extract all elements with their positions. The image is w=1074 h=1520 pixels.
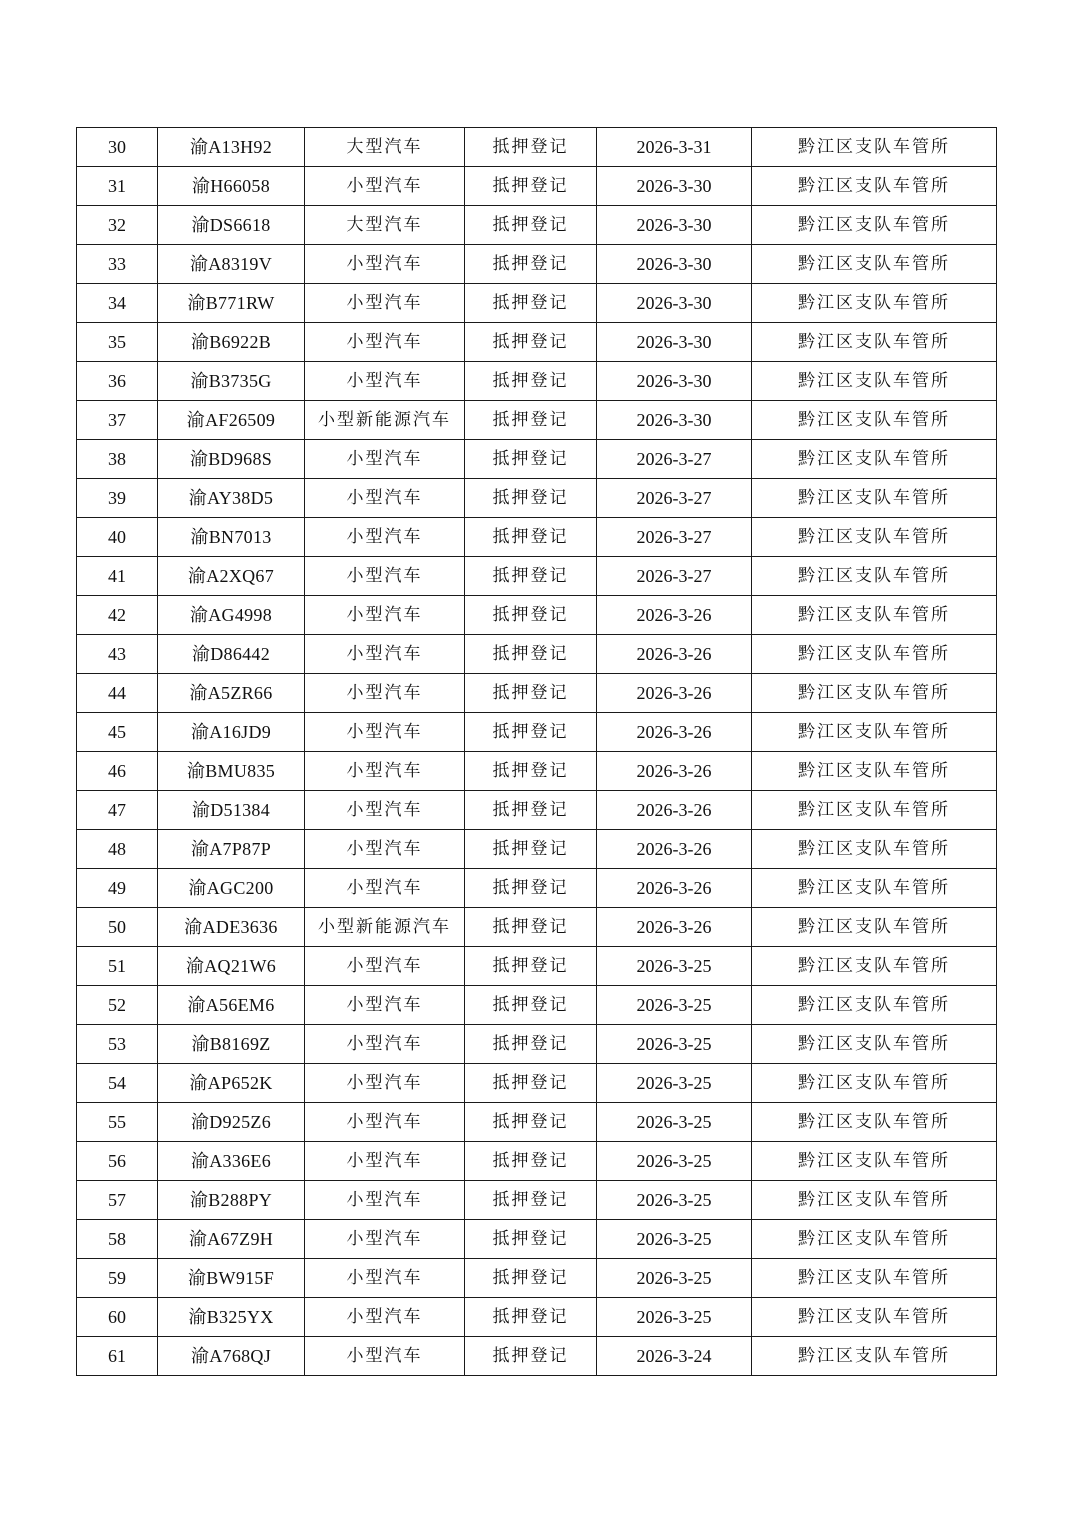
office-cell: 黔江区支队车管所 (752, 518, 997, 557)
office-cell: 黔江区支队车管所 (752, 167, 997, 206)
date-cell: 2026-3-24 (597, 1337, 752, 1376)
vehicle-type-cell: 小型汽车 (305, 752, 465, 791)
office-cell: 黔江区支队车管所 (752, 908, 997, 947)
business-type-cell: 抵押登记 (465, 752, 597, 791)
office-cell: 黔江区支队车管所 (752, 1298, 997, 1337)
plate-number-cell: 渝A5ZR66 (158, 674, 305, 713)
date-cell: 2026-3-26 (597, 869, 752, 908)
vehicle-type-cell: 小型汽车 (305, 674, 465, 713)
row-number-cell: 35 (77, 323, 158, 362)
vehicle-type-cell: 小型汽车 (305, 1220, 465, 1259)
business-type-cell: 抵押登记 (465, 791, 597, 830)
row-number-cell: 38 (77, 440, 158, 479)
vehicle-type-cell: 小型汽车 (305, 1103, 465, 1142)
business-type-cell: 抵押登记 (465, 635, 597, 674)
office-cell: 黔江区支队车管所 (752, 206, 997, 245)
office-cell: 黔江区支队车管所 (752, 713, 997, 752)
office-cell: 黔江区支队车管所 (752, 869, 997, 908)
table-row (77, 791, 997, 830)
business-type-cell: 抵押登记 (465, 479, 597, 518)
vehicle-type-cell: 小型汽车 (305, 1064, 465, 1103)
table-row (77, 1181, 997, 1220)
business-type-cell: 抵押登记 (465, 167, 597, 206)
office-cell: 黔江区支队车管所 (752, 635, 997, 674)
row-number-cell: 51 (77, 947, 158, 986)
vehicle-type-cell: 小型汽车 (305, 284, 465, 323)
office-cell: 黔江区支队车管所 (752, 1220, 997, 1259)
row-number-cell: 56 (77, 1142, 158, 1181)
table-row (77, 518, 997, 557)
row-number-cell: 32 (77, 206, 158, 245)
vehicle-type-cell: 小型汽车 (305, 440, 465, 479)
plate-number-cell: 渝BD968S (158, 440, 305, 479)
plate-number-cell: 渝A56EM6 (158, 986, 305, 1025)
row-number-cell: 61 (77, 1337, 158, 1376)
table-row (77, 284, 997, 323)
row-number-cell: 54 (77, 1064, 158, 1103)
plate-number-cell: 渝A7P87P (158, 830, 305, 869)
row-number-cell: 45 (77, 713, 158, 752)
row-number-cell: 41 (77, 557, 158, 596)
vehicle-type-cell: 小型汽车 (305, 245, 465, 284)
row-number-cell: 37 (77, 401, 158, 440)
date-cell: 2026-3-31 (597, 128, 752, 167)
table-row (77, 830, 997, 869)
date-cell: 2026-3-25 (597, 1181, 752, 1220)
table-row (77, 206, 997, 245)
vehicle-type-cell: 小型汽车 (305, 791, 465, 830)
date-cell: 2026-3-30 (597, 167, 752, 206)
plate-number-cell: 渝A13H92 (158, 128, 305, 167)
row-number-cell: 34 (77, 284, 158, 323)
office-cell: 黔江区支队车管所 (752, 1337, 997, 1376)
date-cell: 2026-3-26 (597, 791, 752, 830)
row-number-cell: 58 (77, 1220, 158, 1259)
business-type-cell: 抵押登记 (465, 1181, 597, 1220)
plate-number-cell: 渝B3735G (158, 362, 305, 401)
business-type-cell: 抵押登记 (465, 830, 597, 869)
office-cell: 黔江区支队车管所 (752, 440, 997, 479)
date-cell: 2026-3-26 (597, 908, 752, 947)
vehicle-type-cell: 小型汽车 (305, 596, 465, 635)
plate-number-cell: 渝ADE3636 (158, 908, 305, 947)
row-number-cell: 39 (77, 479, 158, 518)
date-cell: 2026-3-26 (597, 752, 752, 791)
office-cell: 黔江区支队车管所 (752, 1181, 997, 1220)
plate-number-cell: 渝H66058 (158, 167, 305, 206)
row-number-cell: 50 (77, 908, 158, 947)
vehicle-type-cell: 小型汽车 (305, 323, 465, 362)
business-type-cell: 抵押登记 (465, 713, 597, 752)
plate-number-cell: 渝A768QJ (158, 1337, 305, 1376)
table-row (77, 362, 997, 401)
date-cell: 2026-3-30 (597, 284, 752, 323)
business-type-cell: 抵押登记 (465, 1064, 597, 1103)
office-cell: 黔江区支队车管所 (752, 245, 997, 284)
vehicle-type-cell: 小型汽车 (305, 518, 465, 557)
date-cell: 2026-3-30 (597, 245, 752, 284)
office-cell: 黔江区支队车管所 (752, 1103, 997, 1142)
office-cell: 黔江区支队车管所 (752, 752, 997, 791)
plate-number-cell: 渝B6922B (158, 323, 305, 362)
plate-number-cell: 渝A2XQ67 (158, 557, 305, 596)
business-type-cell: 抵押登记 (465, 323, 597, 362)
plate-number-cell: 渝BMU835 (158, 752, 305, 791)
business-type-cell: 抵押登记 (465, 362, 597, 401)
table-row (77, 1103, 997, 1142)
date-cell: 2026-3-25 (597, 947, 752, 986)
office-cell: 黔江区支队车管所 (752, 128, 997, 167)
business-type-cell: 抵押登记 (465, 1142, 597, 1181)
plate-number-cell: 渝B8169Z (158, 1025, 305, 1064)
date-cell: 2026-3-27 (597, 479, 752, 518)
row-number-cell: 48 (77, 830, 158, 869)
business-type-cell: 抵押登记 (465, 947, 597, 986)
table-row (77, 440, 997, 479)
date-cell: 2026-3-25 (597, 1103, 752, 1142)
row-number-cell: 36 (77, 362, 158, 401)
records-table-body (77, 128, 997, 1376)
row-number-cell: 46 (77, 752, 158, 791)
office-cell: 黔江区支队车管所 (752, 986, 997, 1025)
table-row (77, 167, 997, 206)
office-cell: 黔江区支队车管所 (752, 479, 997, 518)
table-row (77, 713, 997, 752)
row-number-cell: 53 (77, 1025, 158, 1064)
date-cell: 2026-3-25 (597, 1025, 752, 1064)
office-cell: 黔江区支队车管所 (752, 1064, 997, 1103)
plate-number-cell: 渝DS6618 (158, 206, 305, 245)
row-number-cell: 47 (77, 791, 158, 830)
vehicle-type-cell: 小型汽车 (305, 947, 465, 986)
business-type-cell: 抵押登记 (465, 518, 597, 557)
office-cell: 黔江区支队车管所 (752, 362, 997, 401)
date-cell: 2026-3-30 (597, 323, 752, 362)
business-type-cell: 抵押登记 (465, 1337, 597, 1376)
vehicle-type-cell: 小型汽车 (305, 1298, 465, 1337)
date-cell: 2026-3-25 (597, 1064, 752, 1103)
office-cell: 黔江区支队车管所 (752, 1259, 997, 1298)
table-row (77, 1337, 997, 1376)
office-cell: 黔江区支队车管所 (752, 1142, 997, 1181)
date-cell: 2026-3-26 (597, 635, 752, 674)
table-row (77, 869, 997, 908)
office-cell: 黔江区支队车管所 (752, 401, 997, 440)
plate-number-cell: 渝B325YX (158, 1298, 305, 1337)
date-cell: 2026-3-27 (597, 440, 752, 479)
table-row (77, 908, 997, 947)
business-type-cell: 抵押登记 (465, 440, 597, 479)
plate-number-cell: 渝B771RW (158, 284, 305, 323)
table-row (77, 1298, 997, 1337)
row-number-cell: 40 (77, 518, 158, 557)
vehicle-type-cell: 小型新能源汽车 (305, 908, 465, 947)
vehicle-type-cell: 小型汽车 (305, 362, 465, 401)
office-cell: 黔江区支队车管所 (752, 596, 997, 635)
plate-number-cell: 渝AQ21W6 (158, 947, 305, 986)
table-row (77, 635, 997, 674)
plate-number-cell: 渝A336E6 (158, 1142, 305, 1181)
plate-number-cell: 渝AGC200 (158, 869, 305, 908)
row-number-cell: 57 (77, 1181, 158, 1220)
business-type-cell: 抵押登记 (465, 284, 597, 323)
vehicle-type-cell: 小型汽车 (305, 713, 465, 752)
vehicle-type-cell: 小型汽车 (305, 1337, 465, 1376)
plate-number-cell: 渝BN7013 (158, 518, 305, 557)
row-number-cell: 59 (77, 1259, 158, 1298)
row-number-cell: 31 (77, 167, 158, 206)
date-cell: 2026-3-27 (597, 518, 752, 557)
office-cell: 黔江区支队车管所 (752, 284, 997, 323)
vehicle-type-cell: 小型汽车 (305, 869, 465, 908)
business-type-cell: 抵押登记 (465, 128, 597, 167)
date-cell: 2026-3-25 (597, 986, 752, 1025)
business-type-cell: 抵押登记 (465, 1298, 597, 1337)
plate-number-cell: 渝A67Z9H (158, 1220, 305, 1259)
vehicle-type-cell: 小型汽车 (305, 635, 465, 674)
business-type-cell: 抵押登记 (465, 1025, 597, 1064)
row-number-cell: 52 (77, 986, 158, 1025)
office-cell: 黔江区支队车管所 (752, 947, 997, 986)
table-row (77, 1220, 997, 1259)
table-row (77, 245, 997, 284)
date-cell: 2026-3-26 (597, 596, 752, 635)
business-type-cell: 抵押登记 (465, 401, 597, 440)
business-type-cell: 抵押登记 (465, 986, 597, 1025)
vehicle-type-cell: 小型汽车 (305, 1181, 465, 1220)
table-row (77, 674, 997, 713)
vehicle-type-cell: 小型汽车 (305, 1025, 465, 1064)
business-type-cell: 抵押登记 (465, 869, 597, 908)
office-cell: 黔江区支队车管所 (752, 830, 997, 869)
business-type-cell: 抵押登记 (465, 1259, 597, 1298)
vehicle-type-cell: 小型汽车 (305, 167, 465, 206)
table-row (77, 986, 997, 1025)
business-type-cell: 抵押登记 (465, 245, 597, 284)
date-cell: 2026-3-25 (597, 1220, 752, 1259)
office-cell: 黔江区支队车管所 (752, 791, 997, 830)
records-table (76, 127, 997, 1376)
date-cell: 2026-3-25 (597, 1142, 752, 1181)
date-cell: 2026-3-26 (597, 830, 752, 869)
table-row (77, 752, 997, 791)
plate-number-cell: 渝A8319V (158, 245, 305, 284)
table-row (77, 1142, 997, 1181)
business-type-cell: 抵押登记 (465, 206, 597, 245)
table-row (77, 596, 997, 635)
business-type-cell: 抵押登记 (465, 1103, 597, 1142)
table-row (77, 947, 997, 986)
vehicle-type-cell: 大型汽车 (305, 206, 465, 245)
vehicle-type-cell: 小型汽车 (305, 986, 465, 1025)
business-type-cell: 抵押登记 (465, 674, 597, 713)
table-row (77, 401, 997, 440)
business-type-cell: 抵押登记 (465, 596, 597, 635)
vehicle-type-cell: 小型汽车 (305, 557, 465, 596)
date-cell: 2026-3-30 (597, 362, 752, 401)
table-row (77, 479, 997, 518)
row-number-cell: 49 (77, 869, 158, 908)
date-cell: 2026-3-25 (597, 1259, 752, 1298)
plate-number-cell: 渝D925Z6 (158, 1103, 305, 1142)
office-cell: 黔江区支队车管所 (752, 323, 997, 362)
vehicle-type-cell: 小型汽车 (305, 1259, 465, 1298)
office-cell: 黔江区支队车管所 (752, 1025, 997, 1064)
row-number-cell: 55 (77, 1103, 158, 1142)
plate-number-cell: 渝B288PY (158, 1181, 305, 1220)
vehicle-type-cell: 大型汽车 (305, 128, 465, 167)
row-number-cell: 60 (77, 1298, 158, 1337)
date-cell: 2026-3-30 (597, 401, 752, 440)
business-type-cell: 抵押登记 (465, 557, 597, 596)
row-number-cell: 33 (77, 245, 158, 284)
date-cell: 2026-3-25 (597, 1298, 752, 1337)
plate-number-cell: 渝D86442 (158, 635, 305, 674)
plate-number-cell: 渝D51384 (158, 791, 305, 830)
table-row (77, 1025, 997, 1064)
table-row (77, 557, 997, 596)
plate-number-cell: 渝AG4998 (158, 596, 305, 635)
business-type-cell: 抵押登记 (465, 908, 597, 947)
business-type-cell: 抵押登记 (465, 1220, 597, 1259)
vehicle-type-cell: 小型汽车 (305, 1142, 465, 1181)
plate-number-cell: 渝A16JD9 (158, 713, 305, 752)
plate-number-cell: 渝AY38D5 (158, 479, 305, 518)
table-row (77, 128, 997, 167)
row-number-cell: 30 (77, 128, 158, 167)
date-cell: 2026-3-26 (597, 713, 752, 752)
row-number-cell: 44 (77, 674, 158, 713)
office-cell: 黔江区支队车管所 (752, 674, 997, 713)
plate-number-cell: 渝AF26509 (158, 401, 305, 440)
plate-number-cell: 渝BW915F (158, 1259, 305, 1298)
table-row (77, 1064, 997, 1103)
vehicle-type-cell: 小型新能源汽车 (305, 401, 465, 440)
table-row (77, 1259, 997, 1298)
row-number-cell: 42 (77, 596, 158, 635)
date-cell: 2026-3-27 (597, 557, 752, 596)
row-number-cell: 43 (77, 635, 158, 674)
office-cell: 黔江区支队车管所 (752, 557, 997, 596)
plate-number-cell: 渝AP652K (158, 1064, 305, 1103)
table-row (77, 323, 997, 362)
date-cell: 2026-3-30 (597, 206, 752, 245)
date-cell: 2026-3-26 (597, 674, 752, 713)
vehicle-type-cell: 小型汽车 (305, 830, 465, 869)
vehicle-type-cell: 小型汽车 (305, 479, 465, 518)
